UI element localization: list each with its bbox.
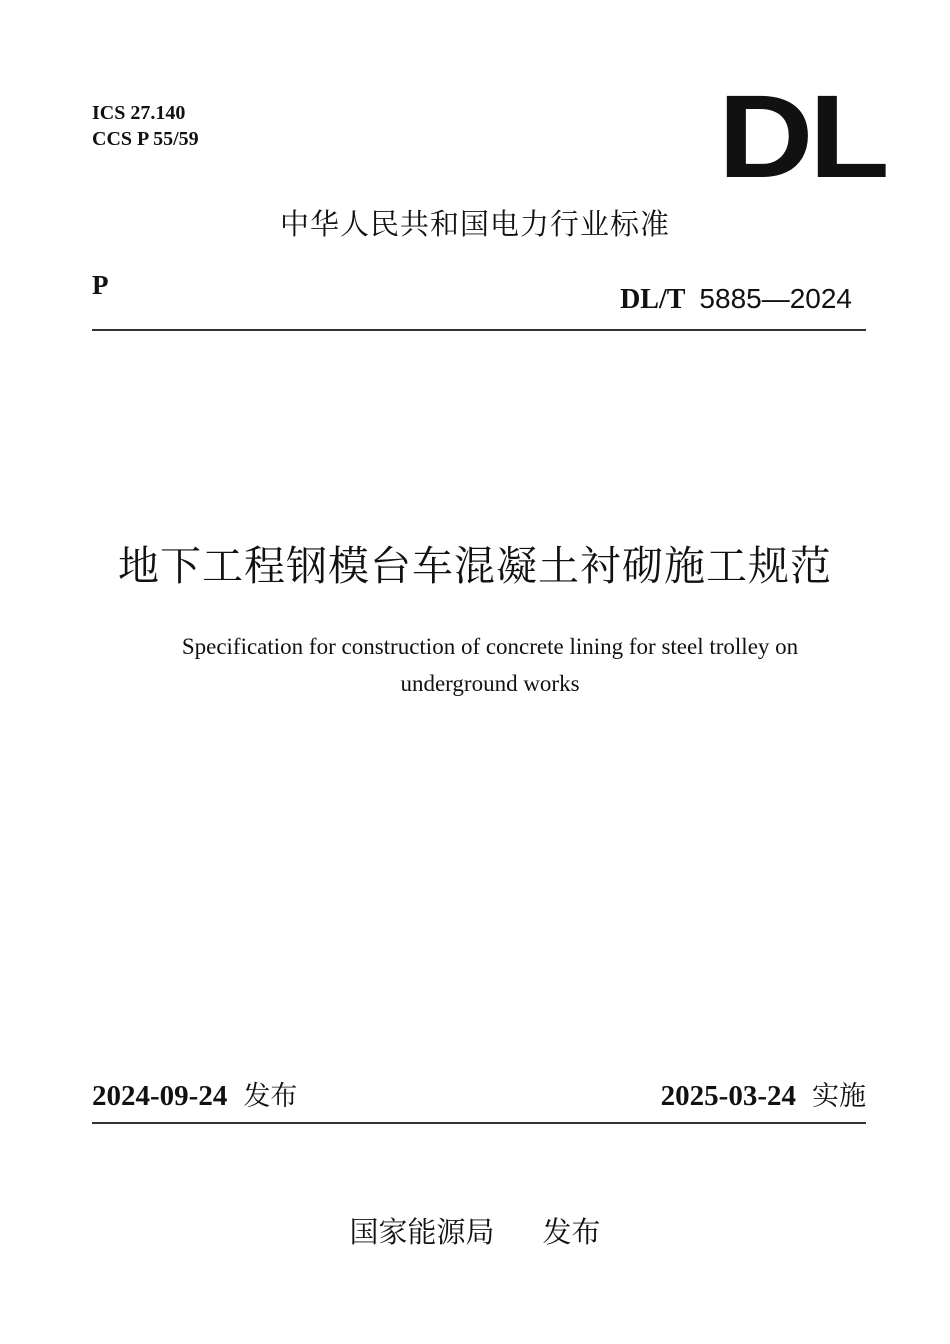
english-title-line-1: Specification for construction of concrete lining for steel trolley on (181, 634, 799, 659)
standard-number (620, 282, 852, 317)
effective-date-block (661, 1078, 866, 1115)
industry-standard-title: 中华人民共和国电力行业标准 (279, 207, 670, 241)
ics-code: ICS 27.140 (92, 102, 186, 124)
ccs-code: CCS P 55/59 (92, 128, 199, 150)
effective-date: 2025-03-24 (660, 1080, 796, 1112)
top-divider (92, 329, 866, 331)
standard-code: 5885—2024 (699, 283, 852, 314)
chinese-title: 地下工程钢模台车混凝土衬砌施工规范 (118, 542, 832, 590)
effective-label: 实施 (812, 1081, 866, 1112)
issue-date-block (92, 1078, 297, 1115)
publisher-name: 国家能源局 (349, 1215, 495, 1249)
issue-label: 发布 (243, 1081, 298, 1112)
bottom-divider (92, 1122, 866, 1124)
publisher-block (0, 1212, 950, 1252)
classification-codes (92, 100, 199, 152)
standard-prefix: DL/T (620, 284, 686, 315)
category-code: P (92, 270, 109, 300)
issue-date: 2024-09-24 (92, 1080, 228, 1112)
dl-logo: DL (718, 71, 886, 203)
english-title (130, 628, 850, 702)
english-title-line-2: underground works (400, 671, 580, 696)
publisher-action: 发布 (542, 1215, 601, 1249)
